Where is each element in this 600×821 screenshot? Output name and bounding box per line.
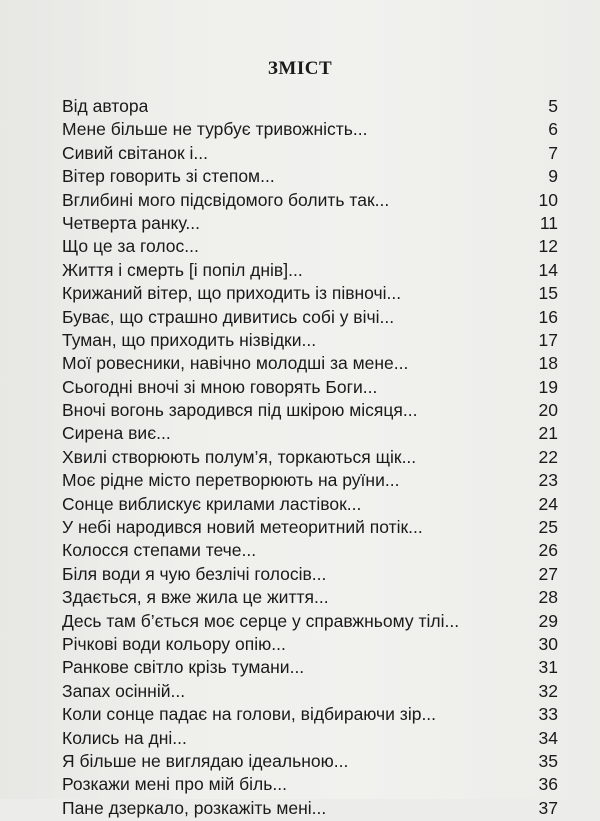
toc-entry-title: Я більше не виглядаю ідеальною... <box>62 750 349 771</box>
toc-entry <box>62 213 558 236</box>
toc-entry-title: Колись на дні... <box>62 727 187 748</box>
toc-entry-title: Колосся степами тече... <box>62 540 257 561</box>
toc-entry-title: Сьогодні вночі зі мною говорять Боги... <box>62 376 378 397</box>
toc-entry-page-number: 10 <box>538 189 558 210</box>
toc-entry-page-number: 26 <box>538 540 558 561</box>
toc-entry-page-number: 23 <box>538 470 558 491</box>
toc-entry-page-number: 14 <box>538 259 558 280</box>
toc-entry <box>62 657 558 680</box>
toc-entry-title: У небі народився новий метеоритний потік... <box>62 517 423 538</box>
toc-entry <box>62 728 558 751</box>
toc-entry <box>62 587 558 610</box>
toc-entry-page-number: 27 <box>538 563 558 584</box>
toc-entry <box>62 517 558 540</box>
toc-entry-title: Моє рідне місто перетворюють на руїни... <box>62 470 400 491</box>
toc-entry-title: Вглибині мого підсвідомого болить так... <box>62 189 390 210</box>
toc-entry-title: Пане дзеркало, розкажіть мені... <box>62 797 327 818</box>
toc-entry-title: Четверта ранку... <box>62 212 200 233</box>
table-of-contents <box>62 96 558 821</box>
toc-entry <box>62 166 558 189</box>
toc-entry <box>62 330 558 353</box>
toc-entry-title: Розкажи мені про мій біль... <box>62 774 287 795</box>
toc-entry-page-number: 28 <box>538 587 558 608</box>
toc-entry-title: Річкові води кольору опію... <box>62 633 286 654</box>
toc-entry-page-number: 24 <box>538 493 558 514</box>
toc-entry <box>62 540 558 563</box>
toc-entry <box>62 143 558 166</box>
toc-entry <box>62 353 558 376</box>
toc-entry <box>62 423 558 446</box>
toc-entry <box>62 96 558 119</box>
toc-entry <box>62 564 558 587</box>
toc-entry <box>62 283 558 306</box>
toc-entry <box>62 236 558 259</box>
toc-entry <box>62 751 558 774</box>
toc-entry-title: Сонце виблискує крилами ластівок... <box>62 493 362 514</box>
toc-entry-title: Біля води я чую безлічі голосів... <box>62 563 327 584</box>
page-title: ЗМІСТ <box>267 58 333 79</box>
toc-entry-title: Буває, що страшно дивитись собі у вічі... <box>62 306 395 327</box>
toc-entry <box>62 470 558 493</box>
toc-entry <box>62 774 558 797</box>
toc-entry-title: Туман, що приходить нізвідки... <box>62 329 317 350</box>
toc-entry-title: Сивий світанок і... <box>62 142 208 163</box>
toc-entry-page-number: 6 <box>548 119 558 140</box>
toc-entry-title: Сирена виє... <box>62 423 171 444</box>
toc-entry <box>62 634 558 657</box>
toc-entry-title: Здається, я вже жила це життя... <box>62 587 329 608</box>
toc-entry-page-number: 16 <box>538 306 558 327</box>
toc-entry <box>62 494 558 517</box>
toc-entry-title: Від автора <box>62 96 149 116</box>
toc-entry <box>62 681 558 704</box>
toc-entry-page-number: 18 <box>538 353 558 374</box>
toc-entry-title: Хвилі створюють полум’я, торкаються щік... <box>62 446 417 467</box>
toc-entry-page-number: 32 <box>538 680 558 701</box>
toc-entry-title: Десь там б’ється моє серце у справжньому тілі... <box>62 610 460 631</box>
toc-entry-page-number: 20 <box>538 400 558 421</box>
toc-entry-page-number: 12 <box>538 236 558 257</box>
toc-entry <box>62 611 558 634</box>
toc-entry-page-number: 33 <box>538 704 558 725</box>
toc-entry-page-number: 19 <box>538 376 558 397</box>
toc-entry-title: Вночі вогонь зародився під шкірою місяця... <box>62 400 418 421</box>
toc-entry-page-number: 31 <box>538 657 558 678</box>
toc-entry <box>62 260 558 283</box>
toc-entry <box>62 798 558 821</box>
toc-entry <box>62 704 558 727</box>
toc-entry <box>62 119 558 142</box>
toc-entry <box>62 447 558 470</box>
toc-entry-page-number: 21 <box>538 423 558 444</box>
toc-entry-page-number: 11 <box>539 212 558 233</box>
toc-entry-page-number: 15 <box>538 283 558 304</box>
toc-entry-page-number: 7 <box>548 142 558 163</box>
toc-entry-page-number: 34 <box>538 727 558 748</box>
toc-entry-page-number: 25 <box>538 517 558 538</box>
toc-entry-title: Коли сонце падає на голови, відбираючи зір... <box>62 704 437 725</box>
toc-entry <box>62 400 558 423</box>
toc-entry-title: Запах осінній... <box>62 680 186 701</box>
toc-entry <box>62 190 558 213</box>
toc-entry-page-number: 5 <box>548 96 558 116</box>
toc-entry-page-number: 36 <box>538 774 558 795</box>
toc-entry-title: Ранкове світло крізь тумани... <box>62 657 305 678</box>
toc-entry-page-number: 30 <box>538 633 558 654</box>
toc-entry-page-number: 22 <box>538 446 558 467</box>
toc-entry-title: Мої ровесники, навічно молодші за мене... <box>62 353 409 374</box>
toc-entry <box>62 307 558 330</box>
toc-entry-title: Крижаний вітер, що приходить із півночі... <box>62 283 402 304</box>
toc-entry <box>62 377 558 400</box>
toc-entry-page-number: 35 <box>538 750 558 771</box>
toc-entry-page-number: 29 <box>538 610 558 631</box>
toc-entry-page-number: 9 <box>548 166 558 187</box>
toc-entry-title: Вітер говорить зі степом... <box>62 166 275 187</box>
toc-entry-page-number: 17 <box>538 329 558 350</box>
toc-entry-page-number: 37 <box>538 797 558 818</box>
toc-entry-title: Мене більше не турбує тривожність... <box>62 119 368 140</box>
toc-entry-title: Що це за голос... <box>62 236 199 257</box>
toc-entry-title: Життя і смерть [і попіл днів]... <box>62 259 303 280</box>
